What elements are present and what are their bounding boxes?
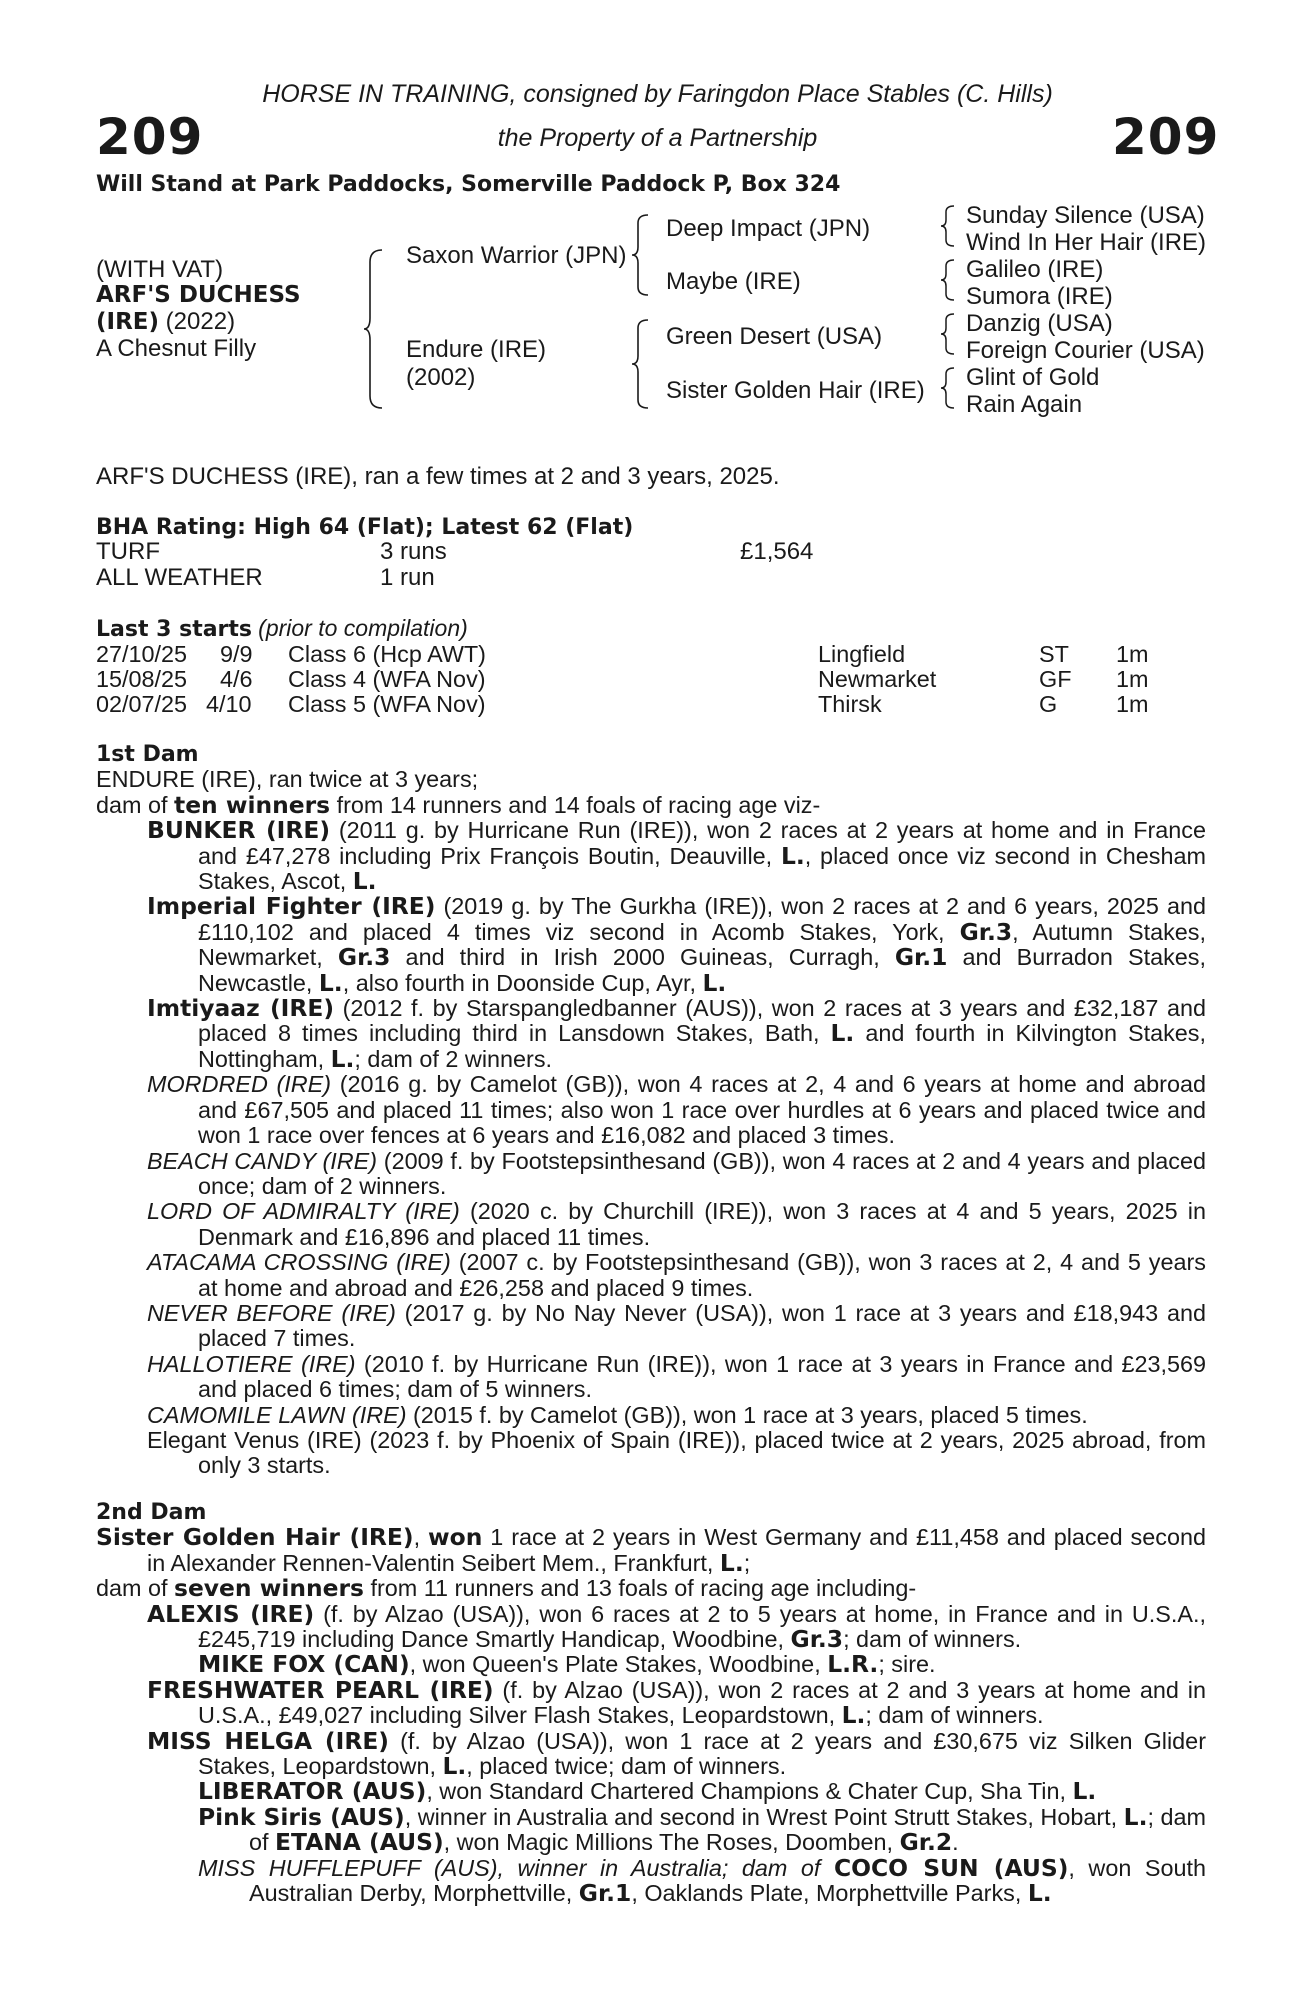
first-dam-heading: 1st Dam bbox=[96, 742, 199, 767]
turf-prize: £1,564 bbox=[740, 538, 814, 565]
start-race: Class 4 (WFA Nov) bbox=[288, 666, 486, 692]
start-distance: 1m bbox=[1116, 641, 1149, 667]
second-dam-heading: 2nd Dam bbox=[96, 1500, 207, 1525]
start-course: Newmarket bbox=[818, 666, 937, 692]
produce-entry: ALEXIS (IRE) (f. by Alzao (USA)), won 6 races at 2 to 5 years at home, in France and in U.S.A., £245,719 including Dance Smartly Handicap, Woodbine, Gr.3; dam of winners. bbox=[147, 1599, 1206, 1654]
produce-entry: CAMOMILE LAWN (IRE) (2015 f. by Camelot (GB)), won 1 race at 3 years, placed 5 times. bbox=[147, 1401, 1088, 1428]
pedigree-brace-sire bbox=[630, 213, 652, 297]
horse-description: A Chesnut Filly bbox=[96, 335, 257, 362]
turf-label: TURF bbox=[96, 538, 160, 565]
produce-entry: BEACH CANDY (IRE) (2009 f. by Footstepsinthesand (GB)), won 4 races at 2 and 4 years and placed once; dam of 2 winners. bbox=[147, 1147, 1206, 1199]
all-weather-runs: 1 run bbox=[380, 564, 435, 591]
horse-year: (2022) bbox=[159, 308, 236, 335]
grandparent-8: Rain Again bbox=[966, 391, 1083, 418]
grandchild-entry: LIBERATOR (AUS), won Standard Chartered Champions & Chater Cup, Sha Tin, L. bbox=[198, 1777, 1097, 1806]
dam-sire: Green Desert (USA) bbox=[666, 323, 883, 350]
start-going: G bbox=[1039, 691, 1058, 717]
second-dam-intro: Sister Golden Hair (IRE), won 1 race at 2 years in West Germany and £11,458 and placed second in Alexander Rennen-Valentin Seibert Mem., Frankfurt, L.; bbox=[96, 1523, 1206, 1577]
first-dam-intro: ENDURE (IRE), ran twice at 3 years; bbox=[96, 766, 479, 793]
second-dam-produce-summary: dam of seven winners from 11 runners and 13 foals of racing age including- bbox=[96, 1574, 917, 1603]
pedigree-brace-grandparents bbox=[940, 204, 958, 424]
grandparent-2: Wind In Her Hair (IRE) bbox=[966, 229, 1207, 256]
pedigree-brace-main bbox=[362, 248, 386, 410]
lot-number-left: 209 bbox=[96, 108, 204, 166]
produce-entry: Imtiyaaz (IRE) (2012 f. by Starspangledbanner (AUS)), won 2 races at 3 years and £32,187 and placed 8 times including third in Lansdown Stakes, Bath, L. and fourth in Kilvington Stakes, Nottingham, L.; dam of 2 winners. bbox=[147, 994, 1207, 1073]
second-dam-section bbox=[96, 1500, 1206, 1907]
start-position: 4/6 bbox=[220, 666, 253, 692]
start-distance: 1m bbox=[1116, 666, 1149, 692]
produce-entry: Elegant Venus (IRE) (2023 f. by Phoenix of Spain (IRE)), placed twice at 2 years, 2025 abroad, from only 3 starts. bbox=[147, 1426, 1206, 1479]
sire-sire: Deep Impact (JPN) bbox=[666, 215, 871, 242]
produce-entry: FRESHWATER PEARL (IRE) (f. by Alzao (USA)), won 2 races at 2 and 3 years at home and in U.S.A., £49,027 including Silver Flash Stakes, Leopardstown, L.; dam of winners. bbox=[147, 1675, 1206, 1730]
dam-dam: Sister Golden Hair (IRE) bbox=[666, 377, 925, 404]
grandchild-entry: MISS HUFFLEPUFF (AUS), winner in Australia; dam of COCO SUN (AUS), won South Australian Derby, Morphettville, Gr.1, Oaklands Plate, Morphettville Parks, L. bbox=[198, 1853, 1206, 1908]
dam-year: (2002) bbox=[406, 364, 476, 391]
produce-entry: ATACAMA CROSSING (IRE) (2007 c. by Footstepsinthesand (GB)), won 3 races at 2, 4 and 5 years at home and abroad and £26,258 and placed 9 times. bbox=[147, 1249, 1206, 1301]
property-line: the Property of a Partnership bbox=[497, 124, 818, 152]
start-course: Thirsk bbox=[818, 691, 882, 717]
produce-entry: Imperial Fighter (IRE) (2019 g. by The Gurkha (IRE)), won 2 races at 2 and 6 years, 2025 and £110,102 and placed 4 times viz second in Acomb Stakes, York, Gr.3, Autumn Stakes, Newmarket, Gr.3 and third in Irish 2000 Guineas, Curragh, Gr.1 and Burradon Stakes, Newcastle, L., also fourth in Doonside Cup, Ayr, L. bbox=[147, 892, 1206, 997]
vat-note: (WITH VAT) bbox=[96, 256, 224, 283]
start-position: 4/10 bbox=[206, 691, 252, 717]
grandparent-1: Sunday Silence (USA) bbox=[966, 202, 1205, 229]
produce-entry: MISS HELGA (IRE) (f. by Alzao (USA)), won 1 race at 2 years and £30,675 viz Silken Glider Stakes, Leopardstown, L., placed twice; dam of winners. bbox=[147, 1726, 1206, 1781]
start-distance: 1m bbox=[1116, 691, 1149, 717]
produce-entry: BUNKER (IRE) (2011 g. by Hurricane Run (IRE)), won 2 races at 2 years at home and in France and £47,278 including Prix François Boutin, Deauville, L., placed once viz second in Chesham Stakes, Ascot, L. bbox=[147, 816, 1207, 896]
grandparent-5: Danzig (USA) bbox=[966, 310, 1113, 337]
horse-name: ARF'S DUCHESS bbox=[96, 282, 301, 308]
consignment-line: HORSE IN TRAINING, consigned by Faringdon Place Stables (C. Hills) bbox=[262, 80, 1053, 108]
grandparent-3: Galileo (IRE) bbox=[966, 256, 1104, 283]
grandparent-6: Foreign Courier (USA) bbox=[966, 337, 1205, 364]
start-going: GF bbox=[1039, 666, 1072, 692]
bha-rating-heading: BHA Rating: High 64 (Flat); Latest 62 (Flat) bbox=[96, 515, 634, 540]
start-going: ST bbox=[1039, 641, 1069, 667]
first-dam-produce-summary: dam of ten winners from 14 runners and 14 foals of racing age viz- bbox=[96, 790, 821, 819]
grandchild-entry: Pink Siris (AUS), winner in Australia and second in Wrest Point Strutt Stakes, Hobart, L.; dam of ETANA (AUS), won Magic Millions The Roses, Doomben, Gr.2. bbox=[198, 1802, 1207, 1857]
last-starts-heading bbox=[96, 615, 468, 642]
first-dam-section bbox=[96, 742, 1206, 1479]
produce-entry: MORDRED (IRE) (2016 g. by Camelot (GB)), won 4 races at 2, 4 and 6 years at home and abroad and £67,505 and placed 11 times; also won 1 race over hurdles at 6 years and placed twice and won 1 race over fences at 6 years and £16,082 and placed 3 times. bbox=[147, 1071, 1206, 1149]
all-weather-label: ALL WEATHER bbox=[96, 564, 263, 591]
turf-runs: 3 runs bbox=[380, 538, 447, 565]
produce-entry: HALLOTIERE (IRE) (2010 f. by Hurricane Run (IRE)), won 1 race at 3 years in France and £23,569 and placed 6 times; dam of 5 winners. bbox=[147, 1350, 1207, 1403]
grandparent-7: Glint of Gold bbox=[966, 364, 1100, 391]
sire: Saxon Warrior (JPN) bbox=[406, 242, 627, 269]
start-position: 9/9 bbox=[220, 641, 253, 667]
sire-dam: Maybe (IRE) bbox=[666, 268, 801, 295]
last-starts-title: Last 3 starts bbox=[96, 617, 253, 642]
location-line: Will Stand at Park Paddocks, Somerville Paddock P, Box 324 bbox=[96, 172, 841, 197]
start-race: Class 6 (Hcp AWT) bbox=[288, 641, 486, 667]
horse-origin: (IRE) bbox=[96, 309, 160, 335]
pedigree-brace-dam bbox=[630, 318, 652, 410]
horse-origin-year bbox=[96, 308, 235, 336]
lot-number-right: 209 bbox=[1112, 108, 1220, 166]
start-race: Class 5 (WFA Nov) bbox=[288, 691, 486, 717]
start-date: 27/10/25 bbox=[96, 641, 188, 667]
race-summary: ARF'S DUCHESS (IRE), ran a few times at 2 and 3 years, 2025. bbox=[96, 463, 780, 490]
produce-entry: NEVER BEFORE (IRE) (2017 g. by No Nay Never (USA)), won 1 race at 3 years and £18,943 and placed 7 times. bbox=[147, 1299, 1206, 1352]
last-starts-note: (prior to compilation) bbox=[258, 615, 468, 641]
start-course: Lingfield bbox=[818, 641, 906, 667]
produce-entry: LORD OF ADMIRALTY (IRE) (2020 c. by Churchill (IRE)), won 3 races at 4 and 5 years, 2025 in Denmark and £16,896 and placed 11 times. bbox=[147, 1198, 1206, 1250]
dam: Endure (IRE) bbox=[406, 336, 547, 363]
grandparent-4: Sumora (IRE) bbox=[966, 283, 1113, 310]
start-date: 02/07/25 bbox=[96, 691, 188, 717]
start-date: 15/08/25 bbox=[96, 666, 188, 692]
grandchild-entry: MIKE FOX (CAN), won Queen's Plate Stakes, Woodbine, L.R.; sire. bbox=[198, 1650, 936, 1679]
